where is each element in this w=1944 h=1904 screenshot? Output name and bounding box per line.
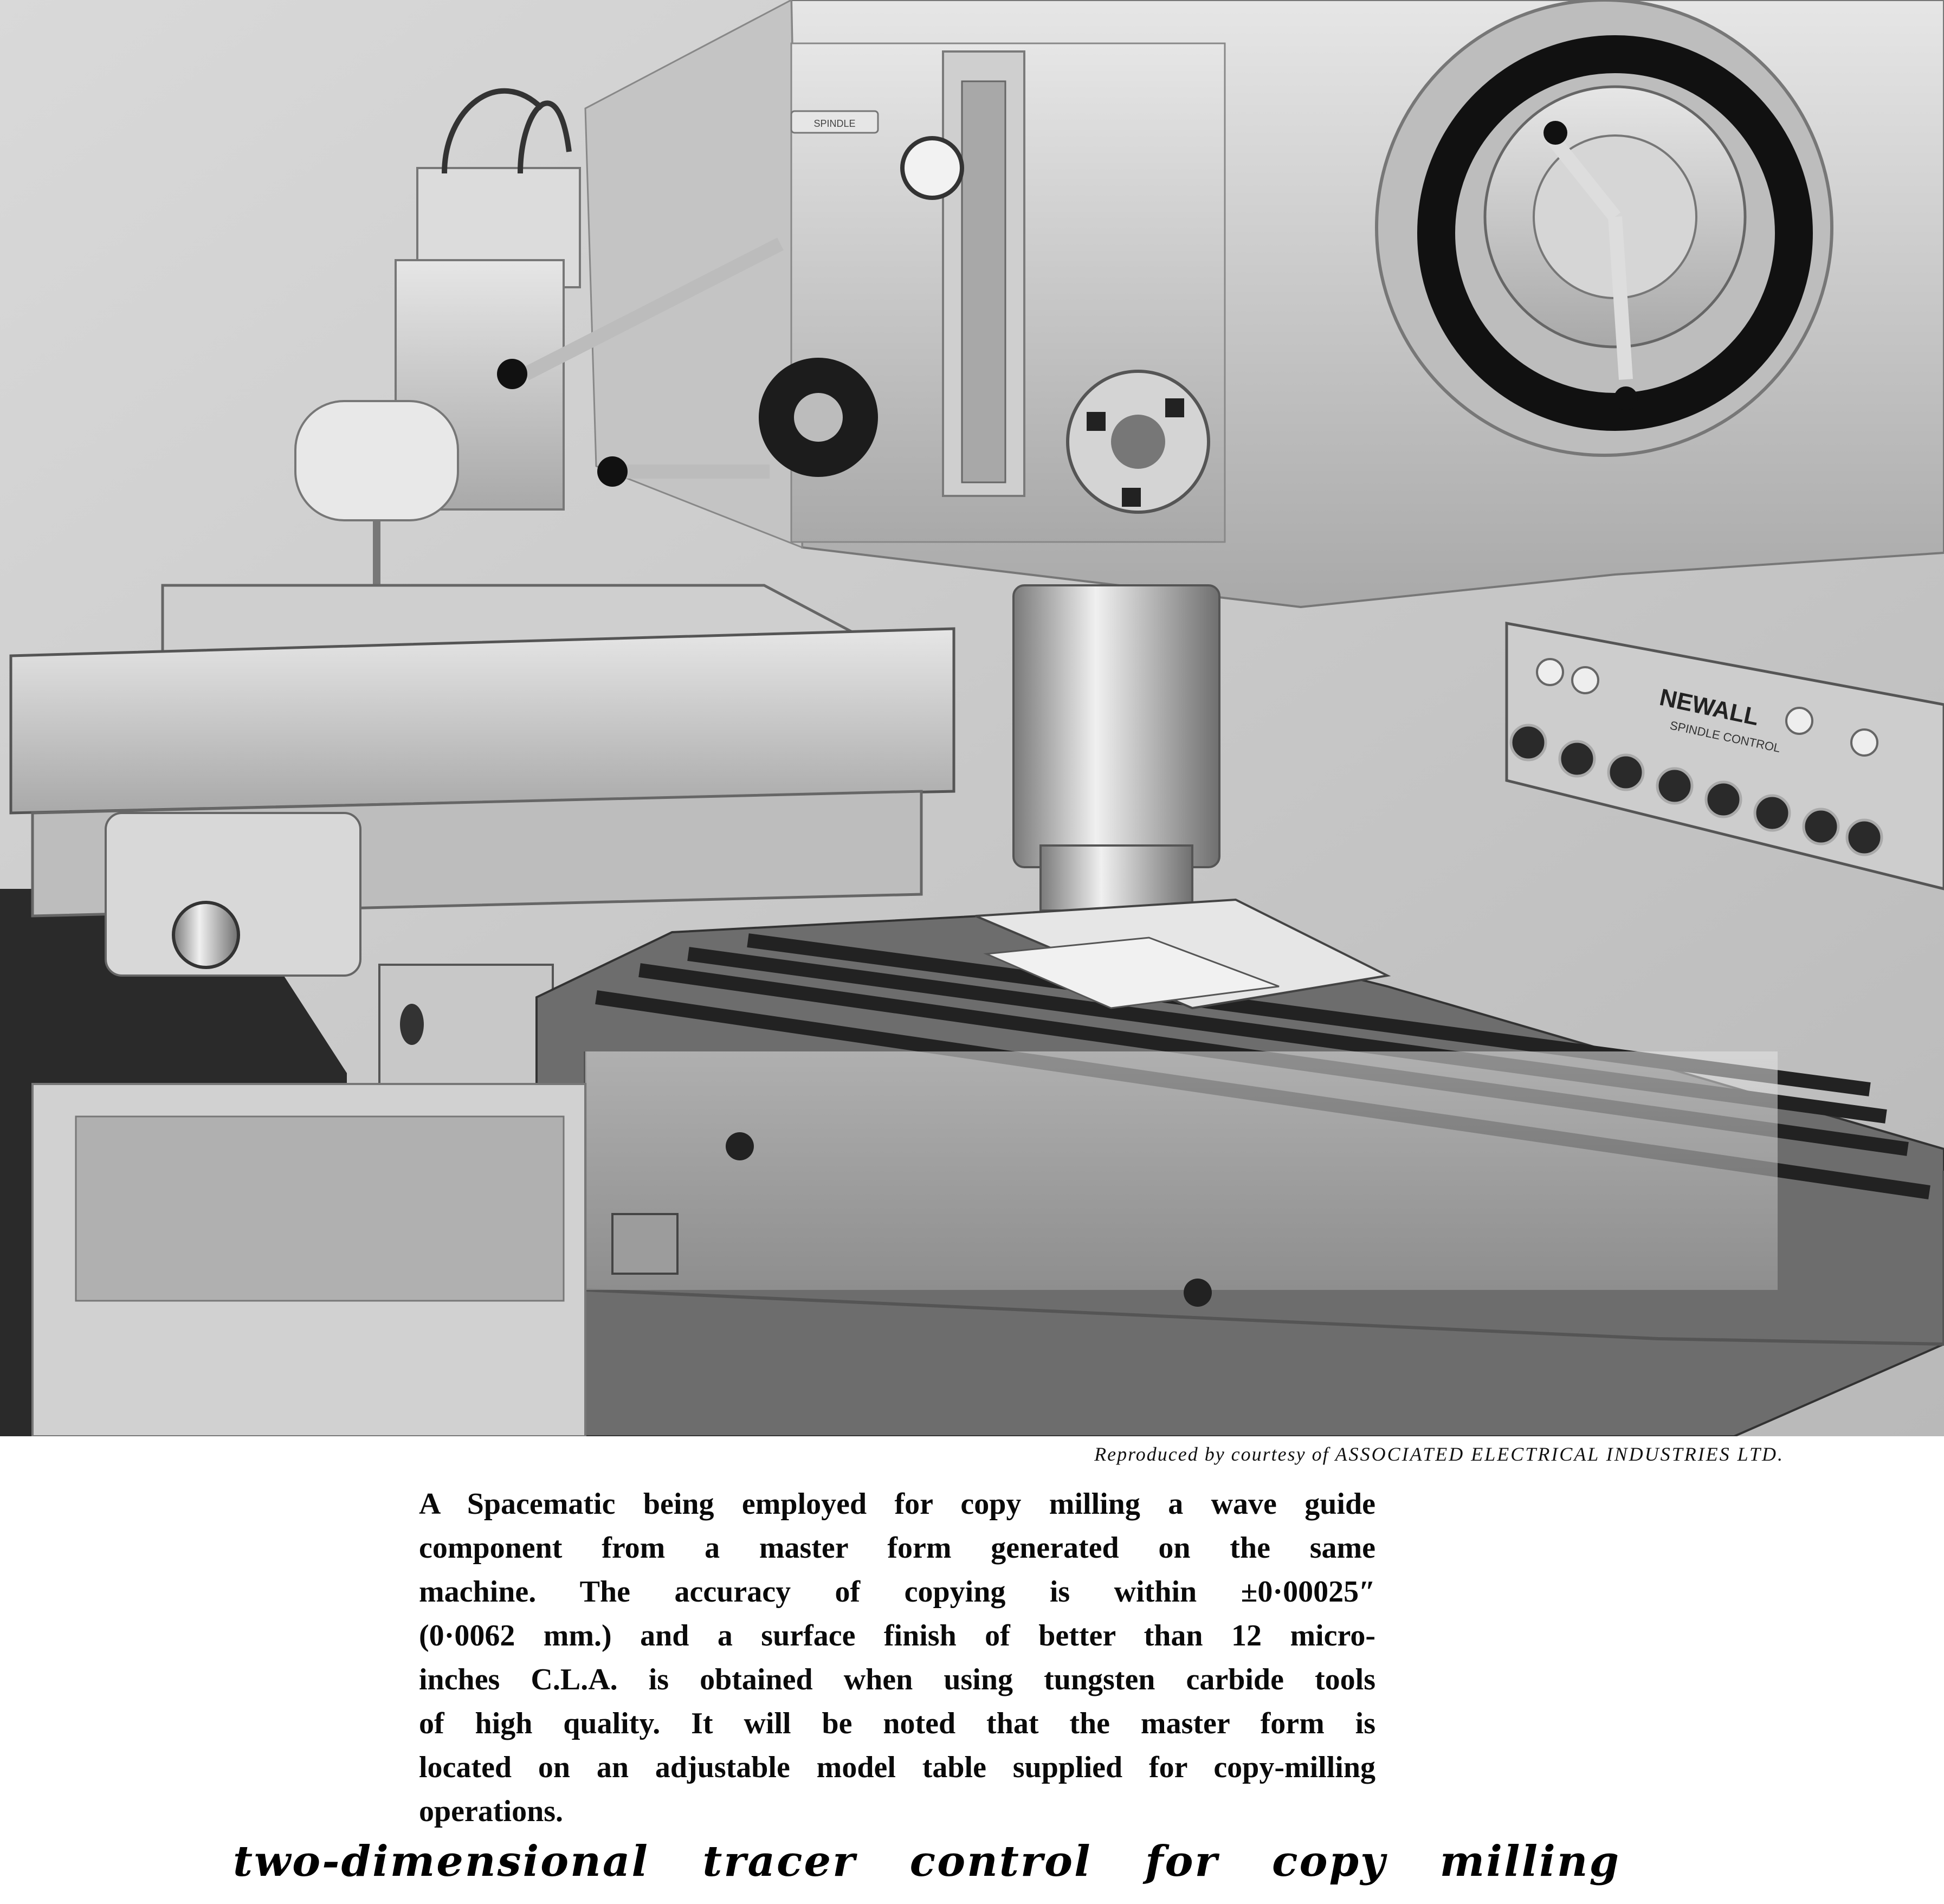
caption-line: machine. The accuracy of copying is within ±0·00025″: [419, 1575, 1375, 1609]
spindle-control-label: SPINDLE CONTROL: [1668, 718, 1782, 756]
handwheel: [1377, 0, 1832, 455]
caption-line: operations.: [419, 1795, 563, 1828]
caption-line: (0·0062 mm.) and a surface finish of better than 12 micro-: [419, 1619, 1375, 1653]
caption-line: A Spacematic being employed for copy milling a wave guide: [419, 1487, 1375, 1521]
photo-caption: [419, 1482, 1375, 1834]
credit-prefix: Reproduced by courtesy of: [1094, 1443, 1329, 1465]
caption-line: of high quality. It will be noted that the master form is: [419, 1707, 1375, 1740]
caption-line: component from a master form generated on the same: [419, 1531, 1375, 1565]
page-tagline: two-dimensional tracer control for copy milling: [233, 1837, 1620, 1886]
caption-line: inches C.L.A. is obtained when using tungsten carbide tools: [419, 1663, 1375, 1696]
photo-credit: [1094, 1443, 1784, 1466]
newall-brand-label: NEWALL: [1657, 683, 1761, 731]
credit-company: ASSOCIATED ELECTRICAL INDUSTRIES LTD.: [1335, 1443, 1784, 1465]
spindle-plate-label: SPINDLE: [813, 118, 856, 129]
caption-line: located on an adjustable model table supplied for copy-milling: [419, 1751, 1375, 1784]
